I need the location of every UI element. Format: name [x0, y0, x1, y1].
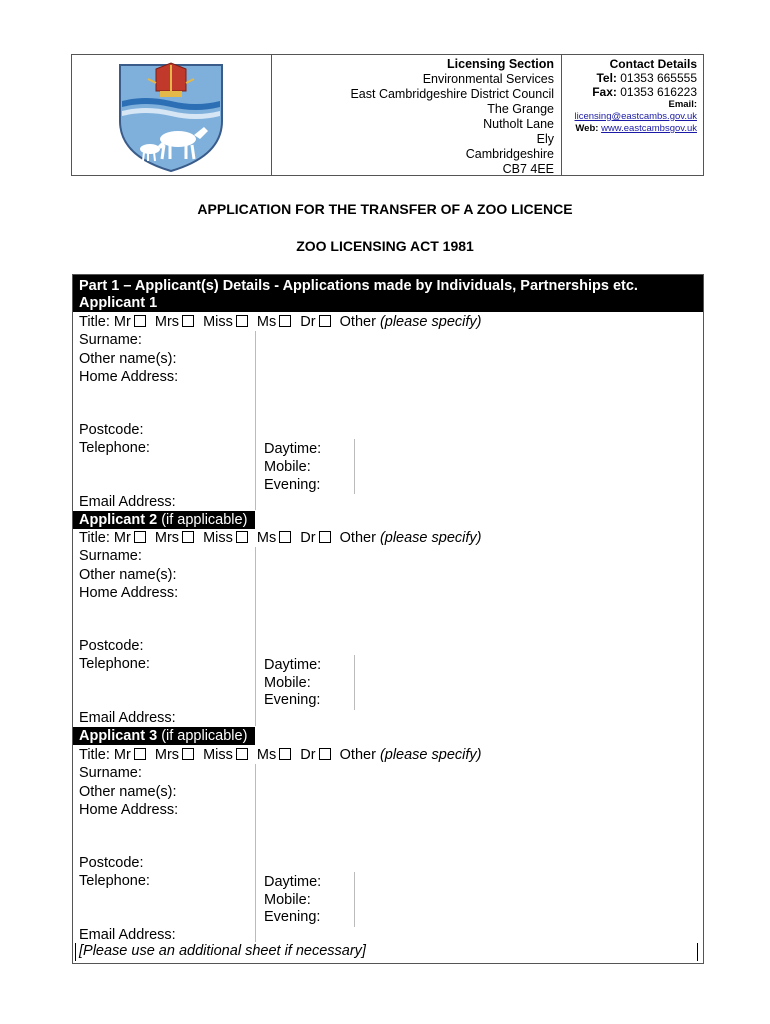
applicant1-postcode-label: Postcode: [79, 422, 144, 438]
applicant3-evening-label: Evening: [264, 909, 321, 925]
title-label: Title: [79, 530, 110, 546]
ms-checkbox[interactable] [279, 748, 291, 760]
mrs-label: Mrs [154, 747, 180, 763]
mr-label: Mr [113, 314, 131, 330]
mrs-label: Mrs [154, 314, 180, 330]
crest-cell [72, 55, 272, 175]
applicant2-heading-text: Applicant 2 [79, 512, 158, 528]
please-specify-text: (please specify) [379, 314, 482, 330]
miss-label: Miss [203, 314, 233, 330]
mr-checkbox[interactable] [134, 531, 146, 543]
applicant2-address-label: Home Address: [79, 585, 179, 601]
tel-value: 01353 665555 [620, 71, 697, 85]
applicant1-address-label: Home Address: [79, 369, 179, 385]
ms-label: Ms [256, 747, 277, 763]
applicant1-othernames-label: Other name(s): [79, 351, 177, 367]
council-crest-logo [116, 61, 226, 173]
tel-label: Tel: [596, 71, 617, 85]
email-link[interactable]: licensing@eastcambs.gov.uk [574, 111, 697, 122]
address-line-building: The Grange [487, 102, 554, 116]
dr-checkbox[interactable] [319, 748, 331, 760]
applicant3-surname-label: Surname: [79, 765, 142, 781]
dr-checkbox[interactable] [319, 531, 331, 543]
mr-checkbox[interactable] [134, 315, 146, 327]
title-label: Title: [79, 747, 110, 763]
address-line-county: Cambridgeshire [465, 147, 554, 161]
address-line-postcode: CB7 4EE [502, 162, 554, 176]
ms-label: Ms [256, 530, 277, 546]
dr-label: Dr [300, 747, 316, 763]
fax-value: 01353 616223 [620, 85, 697, 99]
letterhead-table [71, 54, 704, 176]
other-label: Other [339, 314, 376, 330]
mr-label: Mr [113, 747, 131, 763]
dr-label: Dr [300, 314, 316, 330]
address-line-town: Ely [536, 132, 554, 146]
applicant2-surname-label: Surname: [79, 548, 142, 564]
applicant2-email-label: Email Address: [79, 710, 176, 726]
mr-label: Mr [113, 530, 131, 546]
mrs-label: Mrs [154, 530, 180, 546]
email-label: Email: [668, 99, 697, 110]
applicant1-field-divider [255, 331, 256, 510]
address-line-department: Environmental Services [422, 72, 554, 86]
applicant3-mobile-label: Mobile: [264, 892, 311, 908]
applicant1-mobile-label: Mobile: [264, 459, 311, 475]
mrs-checkbox[interactable] [182, 531, 194, 543]
contact-tel [562, 71, 697, 85]
other-label: Other [339, 530, 376, 546]
dr-label: Dr [300, 530, 316, 546]
document-title: APPLICATION FOR THE TRANSFER OF A ZOO LICENCE [197, 201, 573, 217]
applicant3-title-row [79, 746, 481, 764]
address-cell [271, 55, 562, 175]
applicant-details-form [72, 274, 704, 964]
applicant1-title-row [79, 313, 481, 331]
applicant2-heading [73, 511, 255, 529]
web-link[interactable]: www.eastcambsgov.uk [601, 123, 697, 134]
address-line-street: Nutholt Lane [483, 117, 554, 131]
miss-label: Miss [203, 530, 233, 546]
applicant3-othernames-label: Other name(s): [79, 784, 177, 800]
address-line-section: Licensing Section [447, 57, 554, 71]
miss-label: Miss [203, 747, 233, 763]
applicant3-address-label: Home Address: [79, 802, 179, 818]
applicant1-phone-divider [354, 439, 355, 494]
please-specify-text: (please specify) [379, 747, 482, 763]
contact-cell [562, 55, 703, 175]
applicant1-surname-label: Surname: [79, 332, 142, 348]
applicant3-heading [73, 727, 255, 745]
web-label: Web: [575, 123, 599, 134]
please-specify-text: (please specify) [379, 530, 482, 546]
fax-label: Fax: [592, 85, 617, 99]
applicant2-if-applicable: (if applicable) [161, 512, 248, 528]
other-label: Other [339, 747, 376, 763]
mrs-checkbox[interactable] [182, 315, 194, 327]
applicant2-evening-label: Evening: [264, 692, 321, 708]
mr-checkbox[interactable] [134, 748, 146, 760]
ms-checkbox[interactable] [279, 531, 291, 543]
act-title: ZOO LICENSING ACT 1981 [296, 238, 474, 254]
footer-right-rule [697, 943, 698, 961]
applicant2-phone-divider [354, 655, 355, 710]
address-line-council: East Cambridgeshire District Council [350, 87, 554, 101]
applicant1-daytime-label: Daytime: [264, 441, 322, 457]
applicant1-email-label: Email Address: [79, 494, 176, 510]
applicant2-field-divider [255, 547, 256, 726]
ms-checkbox[interactable] [279, 315, 291, 327]
contact-email [562, 99, 697, 123]
applicant2-title-row [79, 529, 481, 547]
applicant2-daytime-label: Daytime: [264, 657, 322, 673]
additional-sheet-note: [Please use an additional sheet if necessary] [79, 943, 366, 959]
mrs-checkbox[interactable] [182, 748, 194, 760]
applicant2-telephone-label: Telephone: [79, 656, 150, 672]
miss-checkbox[interactable] [236, 315, 248, 327]
applicant3-email-label: Email Address: [79, 927, 176, 943]
applicant3-field-divider [255, 764, 256, 942]
applicant3-postcode-label: Postcode: [79, 855, 144, 871]
footer-left-rule [75, 943, 76, 961]
dr-checkbox[interactable] [319, 315, 331, 327]
applicant3-daytime-label: Daytime: [264, 874, 322, 890]
contact-title: Contact Details [609, 57, 697, 71]
miss-checkbox[interactable] [236, 531, 248, 543]
applicant1-telephone-label: Telephone: [79, 440, 150, 456]
miss-checkbox[interactable] [236, 748, 248, 760]
ms-label: Ms [256, 314, 277, 330]
applicant3-phone-divider [354, 872, 355, 927]
applicant3-heading-text: Applicant 3 [79, 728, 158, 744]
applicant1-heading: Applicant 1 [73, 294, 703, 312]
applicant2-othernames-label: Other name(s): [79, 567, 177, 583]
title-label: Title: [79, 314, 110, 330]
applicant2-mobile-label: Mobile: [264, 675, 311, 691]
applicant2-postcode-label: Postcode: [79, 638, 144, 654]
applicant3-telephone-label: Telephone: [79, 873, 150, 889]
applicant1-evening-label: Evening: [264, 477, 321, 493]
contact-web [562, 123, 697, 135]
contact-fax [562, 85, 697, 99]
applicant3-if-applicable: (if applicable) [161, 728, 248, 744]
part1-heading: Part 1 – Applicant(s) Details - Applications made by Individuals, Partnerships etc. [73, 275, 703, 295]
